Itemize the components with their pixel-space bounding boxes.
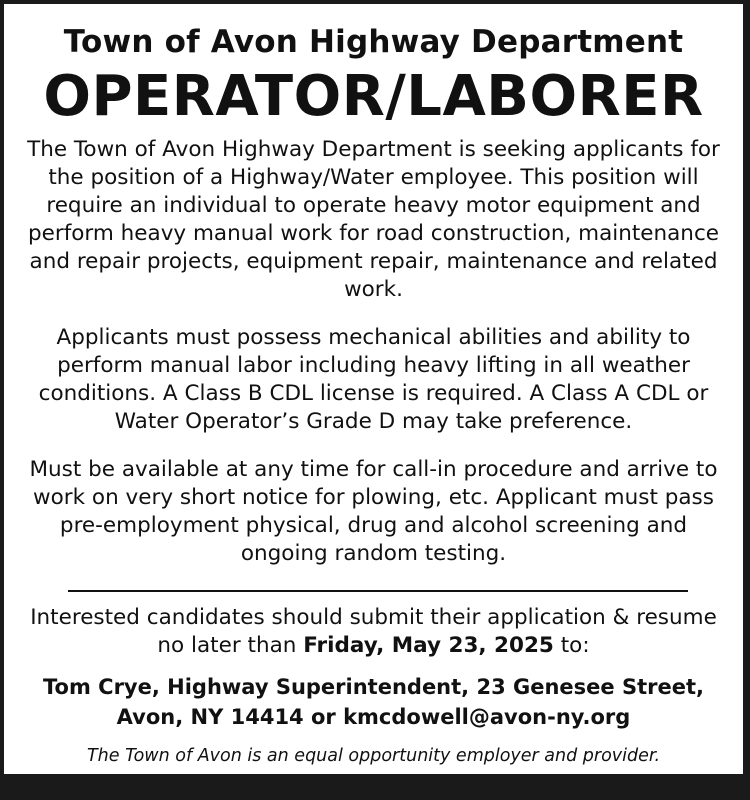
- application-to: to:: [560, 633, 590, 658]
- application-deadline: Friday, May 23, 2025: [303, 633, 554, 658]
- requirements-paragraph: Applicants must possess mechanical abilities and ability to perform manual labor including heavy lifting in all weather conditions. A Class B CDL license is required. A Class A CDL or Water Operator’s Grade D may take preference.: [38, 325, 709, 434]
- divider-line: [68, 590, 688, 592]
- application-instructions: [22, 604, 725, 660]
- description-paragraph: The Town of Avon Highway Department is seeking applicants for the position of a Highway/Water employee. This position will require an individual to operate heavy motor equipment and perform heavy manual work for road construction, maintenance and repair projects, equipment repair, maintenance and related work.: [27, 137, 720, 302]
- position-title: OPERATOR/LABORER: [43, 64, 704, 129]
- department-heading: Town of Avon Highway Department: [63, 24, 684, 60]
- availability-paragraph: Must be available at any time for call-in procedure and arrive to work on very short notice for plowing, etc. Applicant must pass pre-employment physical, drug and alcohol screening and ongoing random testing.: [29, 457, 718, 566]
- eeo-statement: The Town of Avon is an equal opportunity employer and provider.: [86, 746, 661, 766]
- job-advertisement: [4, 4, 743, 774]
- bottom-border: [0, 774, 750, 800]
- application-intro: Interested candidates should submit their application & resume no later than: [30, 605, 717, 658]
- contact-info: Tom Crye, Highway Superintendent, 23 Genesee Street, Avon, NY 14414 or kmcdowell@avon-ny.org: [43, 675, 704, 729]
